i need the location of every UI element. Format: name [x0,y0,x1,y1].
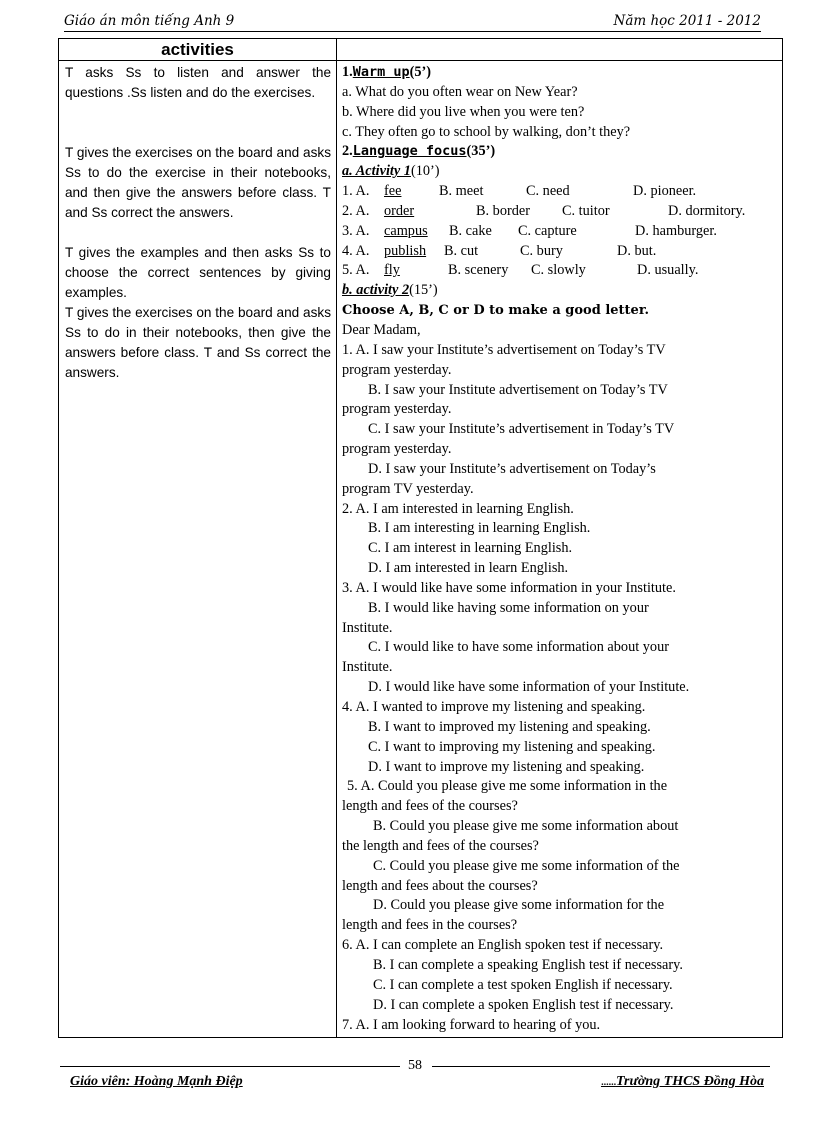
letter-line: C. I am interest in learning English. [368,540,573,557]
letter-line: B. I would like having some information on your [368,599,649,616]
header-school-year: Năm học 2011 - 2012 [613,13,761,29]
header-subject: Giáo án môn tiếng Anh 9 [64,13,235,29]
activity2-instruction: Choose A, B, C or D to make a good letter. [342,303,650,319]
warmup-question: a. What do you often wear on New Year? [342,83,578,100]
activity1-heading: a. Activity 1(10’) [342,163,440,180]
activity-note-activity2: T gives the exercises on the board and asks Ss to do in their notebooks, then give the answers before class. T and Ss correct the answers. [65,305,331,380]
letter-line: the length and fees of the courses? [342,837,539,854]
letter-line: length and fees about the courses? [342,877,538,894]
letter-line: B. I want to improved my listening and speaking. [368,718,651,735]
letter-line: D. I am interested in learn English. [368,560,569,577]
exercise-row: 2. A. order B. border C. tuitor D. dormitory. [342,202,746,219]
letter-line: B. Could you please give me some information about [373,818,679,835]
letter-line: 5. A. Could you please give me some information in the [347,778,668,795]
letter-line: 3. A. I would like have some information in your Institute. [342,579,676,596]
letter-line: B. I am interesting in learning English. [368,520,591,537]
activities-cell [59,61,337,1038]
letter-line: C. I would like to have some information about your [368,639,669,656]
letter-line: C. I want to improving my listening and speaking. [368,738,656,755]
warmup-question: b. Where did you live when you were ten? [342,103,585,120]
letter-line: B. I can complete a speaking English test if necessary. [373,956,683,973]
exercise-row: 3. A. campus B. cake C. capture D. hamburger. [342,222,717,239]
letter-line: program yesterday. [342,361,452,378]
activity-note-warmup: T asks Ss to listen and answer the questions .Ss listen and do the exercises. [65,65,331,100]
activity-note-activity1: T gives the exercises on the board and asks Ss to do the exercise in their notebooks, and then give the answers before class. T and Ss correct the answers. [65,145,331,220]
footer-teacher: Giáo viên: Hoàng Mạnh Điệp [70,1074,243,1089]
section-language-focus: 2.Language focus(35’) [342,143,496,160]
letter-line: B. I saw your Institute advertisement on Today’s TV [368,381,668,398]
activity2-heading: b. activity 2(15’) [342,282,438,299]
letter-line: program yesterday. [342,401,452,418]
activity-note-examples: T gives the examples and then asks Ss to choose the correct sentences by giving examples. [65,245,331,300]
warmup-question: c. They often go to school by walking, don’t they? [342,123,631,140]
col-header-activities: activities [59,39,337,61]
letter-line: 2. A. I am interested in learning English. [342,500,574,517]
letter-line: 7. A. I am looking forward to hearing of you. [342,1016,601,1033]
letter-line: D. I saw your Institute’s advertisement on Today’s [368,460,656,477]
col-header-content [337,39,783,61]
section-warmup: 1.Warm up(5’) [342,64,432,80]
exercise-row: 5. A. fly B. scenery C. slowly D. usually. [342,262,699,279]
footer-school: ......Trường THCS Đồng Hòa [600,1074,764,1089]
letter-line: C. Could you please give me some information of the [373,857,680,874]
letter-line: length and fees of the courses? [342,798,518,815]
letter-line: D. I can complete a spoken English test if necessary. [373,996,674,1013]
letter-line: C. I can complete a test spoken English if necessary. [373,976,673,993]
letter-line: D. Could you please give some information for the [373,897,665,914]
letter-line: Institute. [342,619,393,636]
letter-line: length and fees in the courses? [342,917,518,934]
lesson-table [58,38,783,1038]
page-header [64,13,761,32]
letter-line: 4. A. I wanted to improve my listening and speaking. [342,699,646,715]
letter-line: 1. A. I saw your Institute’s advertisement on Today’s TV [342,341,666,358]
letter-line: program TV yesterday. [342,480,474,497]
exercise-row: 1. A. fee B. meet C. need D. pioneer. [342,183,697,200]
exercise-row: 4. A. publish B. cut C. bury D. but. [342,242,657,259]
letter-line: D. I would like have some information of your Institute. [368,679,690,696]
letter-greeting: Dear Madam, [342,321,421,338]
letter-line: C. I saw your Institute’s advertisement in Today’s TV [368,421,675,438]
page-number: 58 [408,1058,422,1073]
letter-line: program yesterday. [342,441,452,458]
letter-line: D. I want to improve my listening and speaking. [368,758,645,775]
letter-line: 6. A. I can complete an English spoken test if necessary. [342,937,664,954]
letter-line: Institute. [342,659,393,676]
content-cell [337,61,783,1038]
